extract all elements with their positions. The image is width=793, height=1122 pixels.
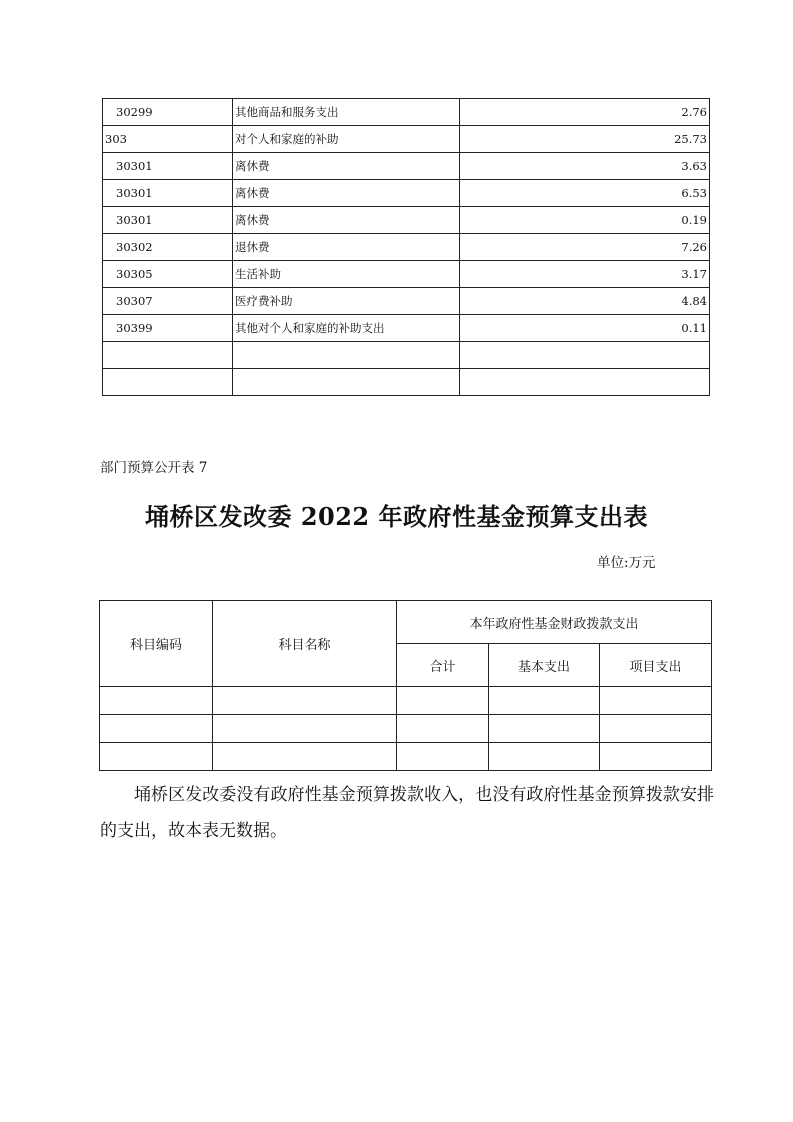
empty-cell — [397, 743, 489, 771]
table-row — [103, 342, 710, 369]
table-row — [103, 261, 710, 288]
government-fund-header — [100, 601, 712, 687]
subject-code-cell: 30302 — [103, 234, 233, 261]
subject-name-cell: 其他商品和服务支出 — [233, 99, 460, 126]
expenditure-detail-table — [102, 98, 710, 396]
header-subject-name: 科目名称 — [213, 601, 397, 687]
empty-cell — [213, 715, 397, 743]
table-row — [103, 315, 710, 342]
subject-code-cell: 30301 — [103, 153, 233, 180]
government-fund-table — [99, 600, 712, 771]
subject-name-cell: 退休费 — [233, 234, 460, 261]
empty-cell — [600, 743, 712, 771]
subject-name-cell: 生活补助 — [233, 261, 460, 288]
table-row — [103, 180, 710, 207]
table-row — [100, 743, 712, 771]
amount-cell — [460, 369, 710, 396]
subject-name-cell: 对个人和家庭的补助 — [233, 126, 460, 153]
empty-cell — [489, 715, 600, 743]
subject-code-cell: 30301 — [103, 180, 233, 207]
unit-label: 单位:万元 — [597, 555, 656, 571]
header-basic-expenditure: 基本支出 — [489, 644, 600, 687]
amount-cell: 7.26 — [460, 234, 710, 261]
table-row — [103, 234, 710, 261]
amount-cell: 2.76 — [460, 99, 710, 126]
empty-cell — [213, 743, 397, 771]
amount-cell: 4.84 — [460, 288, 710, 315]
amount-cell: 0.19 — [460, 207, 710, 234]
amount-cell: 3.17 — [460, 261, 710, 288]
page-title: 埇桥区发改委 2022 年政府性基金预算支出表 — [144, 502, 648, 531]
subject-code-cell: 303 — [103, 126, 233, 153]
subject-code-cell: 30305 — [103, 261, 233, 288]
subject-code-cell — [103, 369, 233, 396]
expenditure-detail-body — [103, 99, 710, 396]
subject-name-cell: 离休费 — [233, 153, 460, 180]
amount-cell: 0.11 — [460, 315, 710, 342]
header-total: 合计 — [397, 644, 489, 687]
subject-code-cell: 30301 — [103, 207, 233, 234]
header-project-expenditure: 项目支出 — [600, 644, 712, 687]
subject-code-cell: 30307 — [103, 288, 233, 315]
table-id-label: 部门预算公开表 7 — [100, 460, 208, 476]
subject-name-cell: 医疗费补助 — [233, 288, 460, 315]
empty-cell — [600, 715, 712, 743]
empty-cell — [100, 743, 213, 771]
amount-cell: 6.53 — [460, 180, 710, 207]
table-row — [103, 288, 710, 315]
no-data-note: 埇桥区发改委没有政府性基金预算拨款收入，也没有政府性基金预算拨款安排的支出，故本表无数据。 — [100, 785, 714, 841]
table-row — [103, 207, 710, 234]
empty-cell — [397, 715, 489, 743]
subject-name-cell — [233, 342, 460, 369]
empty-cell — [489, 687, 600, 715]
table-row — [103, 99, 710, 126]
header-subject-code: 科目编码 — [100, 601, 213, 687]
subject-name-cell: 离休费 — [233, 207, 460, 234]
table-row — [100, 715, 712, 743]
subject-code-cell: 30299 — [103, 99, 233, 126]
amount-cell: 25.73 — [460, 126, 710, 153]
amount-cell: 3.63 — [460, 153, 710, 180]
subject-code-cell — [103, 342, 233, 369]
government-fund-body — [100, 687, 712, 771]
empty-cell — [100, 687, 213, 715]
empty-cell — [397, 687, 489, 715]
header-fund-expenditure-group: 本年政府性基金财政拨款支出 — [397, 601, 712, 644]
empty-cell — [213, 687, 397, 715]
table-row — [100, 687, 712, 715]
subject-name-cell: 其他对个人和家庭的补助支出 — [233, 315, 460, 342]
subject-name-cell — [233, 369, 460, 396]
subject-name-cell: 离休费 — [233, 180, 460, 207]
table-row — [103, 369, 710, 396]
table-row — [103, 153, 710, 180]
empty-cell — [100, 715, 213, 743]
subject-code-cell: 30399 — [103, 315, 233, 342]
amount-cell — [460, 342, 710, 369]
table-row — [103, 126, 710, 153]
empty-cell — [600, 687, 712, 715]
empty-cell — [489, 743, 600, 771]
